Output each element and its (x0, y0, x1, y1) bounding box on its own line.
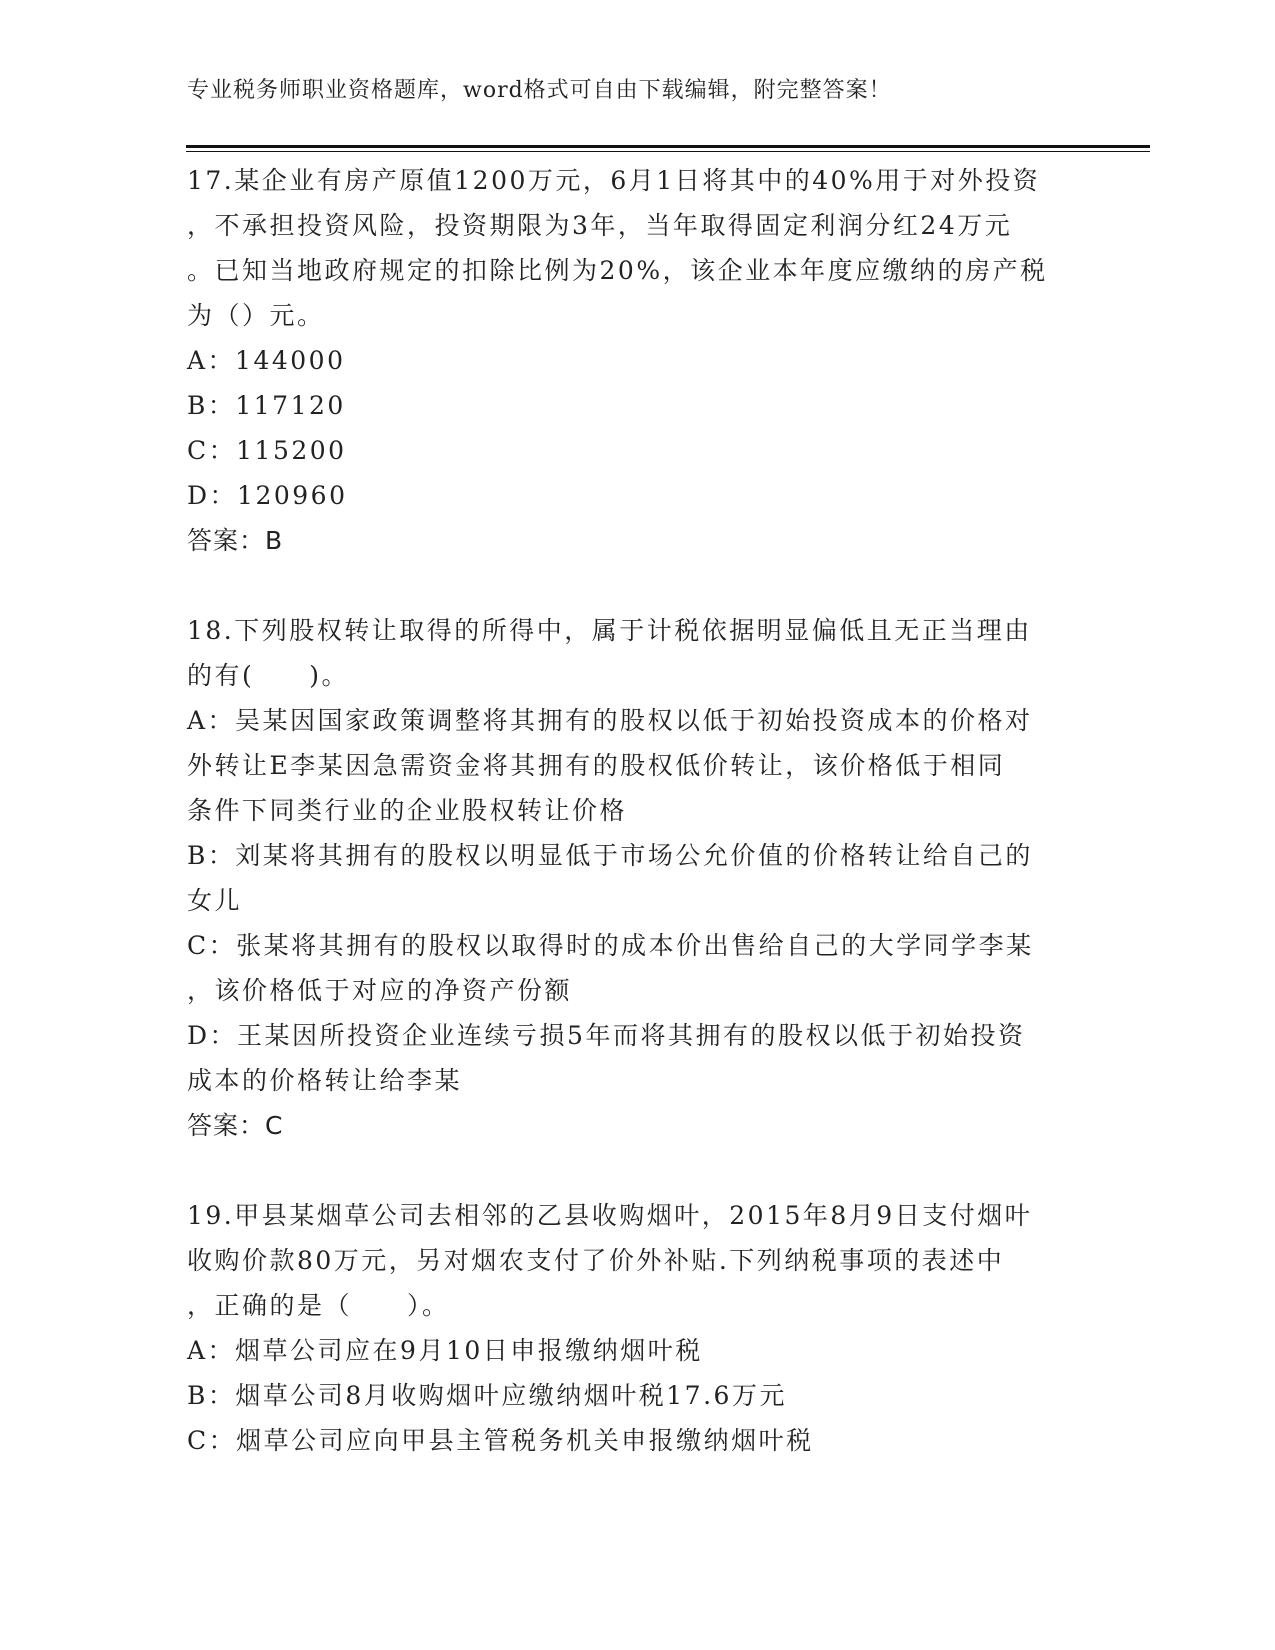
question-17 (187, 158, 1087, 563)
question-stem-line: 。已知当地政府规定的扣除比例为20%，该企业本年度应缴纳的房产税 (187, 256, 1048, 285)
question-19 (187, 1193, 1087, 1463)
option-b-continued: 女儿 (187, 886, 243, 915)
question-stem-line: 17.某企业有房产原值1200万元，6月1日将其中的40%用于对外投资 (187, 166, 1041, 195)
option-a: A：烟草公司应在9月10日申报缴纳烟叶税 (187, 1336, 703, 1365)
option-a: A：144000 (187, 346, 346, 375)
option-c: C：张某将其拥有的股权以取得时的成本价出售给自己的大学同学李某 (187, 931, 1034, 960)
option-a: A：吴某因国家政策调整将其拥有的股权以低于初始投资成本的价格对 (187, 706, 1033, 735)
question-18 (187, 608, 1087, 1148)
question-stem-line: 收购价款80万元，另对烟农支付了价外补贴.下列纳税事项的表述中 (187, 1246, 1005, 1275)
option-a-continued: 条件下同类行业的企业股权转让价格 (187, 796, 628, 825)
option-d-continued: 成本的价格转让给李某 (187, 1066, 463, 1095)
option-d: D：120960 (187, 481, 348, 510)
answer-label: 答案：B (187, 526, 284, 555)
option-a-continued: 外转让E李某因急需资金将其拥有的股权低价转让，该价格低于相同 (187, 751, 1006, 780)
question-stem-line: 19.甲县某烟草公司去相邻的乙县收购烟叶，2015年8月9日支付烟叶 (187, 1201, 1033, 1230)
option-b: B：刘某将其拥有的股权以明显低于市场公允价值的价格转让给自己的 (187, 841, 1033, 870)
answer-label: 答案：C (187, 1111, 284, 1140)
option-b: B：烟草公司8月收购烟叶应缴纳烟叶税17.6万元 (187, 1381, 787, 1410)
question-stem-line: ，不承担投资风险，投资期限为3年，当年取得固定利润分红24万元 (187, 211, 1013, 240)
question-list (187, 158, 1087, 1463)
option-b: B：117120 (187, 391, 346, 420)
page-header: 专业税务师职业资格题库，word格式可自由下载编辑，附完整答案！ (187, 78, 892, 103)
question-stem-line: ，正确的是（ ）。 (187, 1291, 450, 1320)
header-divider (186, 145, 1150, 152)
question-stem-line: 18.下列股权转让取得的所得中，属于计税依据明显偏低且无正当理由 (187, 616, 1032, 645)
question-stem-line: 为（）元。 (187, 301, 325, 330)
option-c-continued: ，该价格低于对应的净资产份额 (187, 976, 573, 1005)
option-c: C：115200 (187, 436, 347, 465)
option-c: C：烟草公司应向甲县主管税务机关申报缴纳烟叶税 (187, 1426, 814, 1455)
option-d: D：王某因所投资企业连续亏损5年而将其拥有的股权以低于初始投资 (187, 1021, 1026, 1050)
question-stem-line: 的有( )。 (187, 661, 350, 690)
